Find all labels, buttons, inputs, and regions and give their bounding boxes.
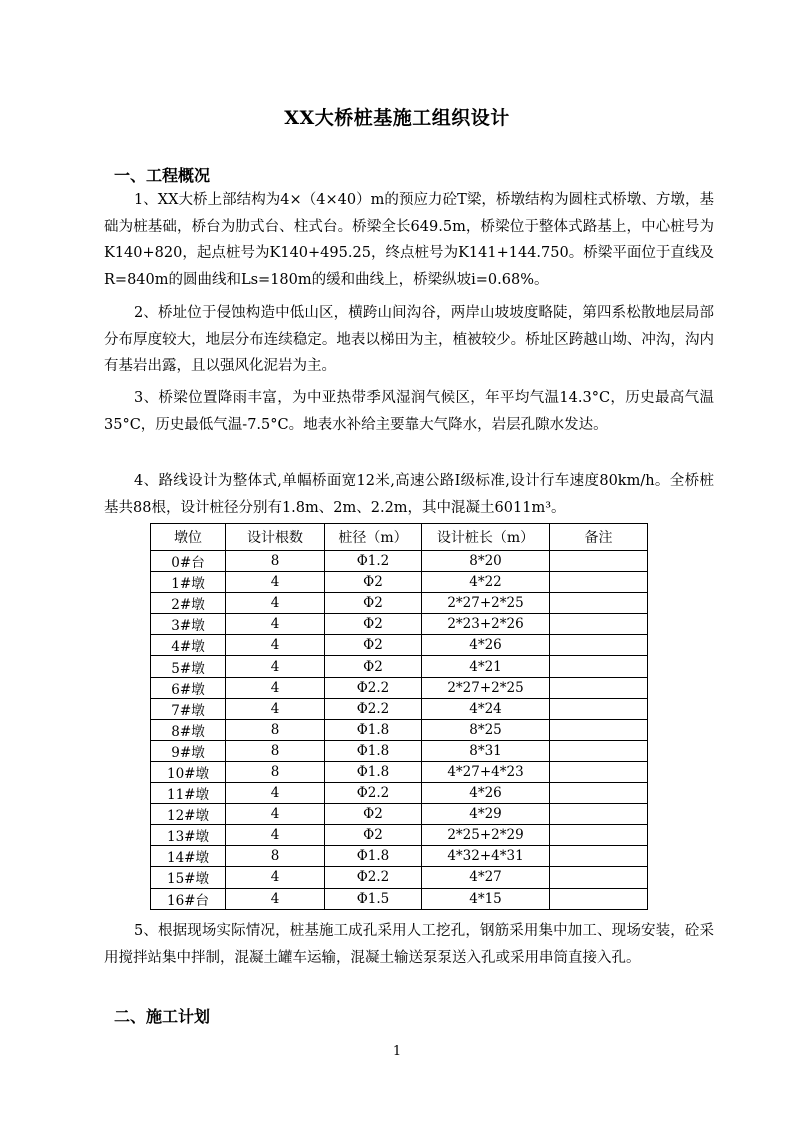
cell-remarks — [550, 551, 648, 572]
cell-pier: 8#墩 — [151, 719, 226, 740]
cell-pier: 5#墩 — [151, 656, 226, 677]
cell-diameter: Φ1.2 — [325, 551, 422, 572]
cell-diameter: Φ1.8 — [325, 740, 422, 761]
table-row — [151, 656, 648, 677]
cell-diameter: Φ2 — [325, 593, 422, 614]
cell-pier: 2#墩 — [151, 593, 226, 614]
cell-remarks — [550, 677, 648, 698]
cell-diameter: Φ1.8 — [325, 719, 422, 740]
paragraph-2 — [104, 300, 714, 380]
table-body — [151, 551, 648, 910]
cell-pier: 15#墩 — [151, 867, 226, 888]
table-row — [151, 593, 648, 614]
table-row — [151, 761, 648, 782]
cell-count: 4 — [226, 825, 325, 846]
cell-remarks — [550, 593, 648, 614]
cell-remarks — [550, 614, 648, 635]
cell-length: 4*26 — [422, 783, 550, 804]
cell-diameter: Φ2 — [325, 614, 422, 635]
cell-diameter: Φ1.8 — [325, 846, 422, 867]
header-remarks: 备注 — [550, 524, 648, 551]
cell-count: 8 — [226, 761, 325, 782]
cell-pier: 7#墩 — [151, 698, 226, 719]
cell-count: 4 — [226, 635, 325, 656]
cell-length: 8*25 — [422, 719, 550, 740]
cell-diameter: Φ2 — [325, 656, 422, 677]
table-row — [151, 698, 648, 719]
paragraph-3 — [104, 385, 714, 438]
cell-remarks — [550, 635, 648, 656]
cell-remarks — [550, 719, 648, 740]
cell-remarks — [550, 740, 648, 761]
cell-remarks — [550, 761, 648, 782]
cell-length: 8*31 — [422, 740, 550, 761]
cell-count: 4 — [226, 783, 325, 804]
cell-diameter: Φ2.2 — [325, 867, 422, 888]
table-row — [151, 572, 648, 593]
cell-diameter: Φ2.2 — [325, 783, 422, 804]
cell-count: 4 — [226, 677, 325, 698]
cell-length: 8*20 — [422, 551, 550, 572]
paragraph-2-text: 2、桥址位于侵蚀构造中低山区，横跨山间沟谷，两岸山坡坡度略陡，第四系松散地层局部分布厚度较大，地层分布连续稳定。地表以梯田为主，植被较少。桥址区跨越山坳、冲沟，沟内有基岩出露，且以强风化泥岩为主。 — [104, 305, 714, 374]
cell-pier: 9#墩 — [151, 740, 226, 761]
cell-length: 4*29 — [422, 804, 550, 825]
cell-count: 8 — [226, 719, 325, 740]
paragraph-5 — [104, 918, 714, 971]
table-row — [151, 888, 648, 909]
cell-pier: 12#墩 — [151, 804, 226, 825]
section-heading-overview: 一、工程概况 — [114, 166, 211, 185]
cell-count: 4 — [226, 867, 325, 888]
table-row — [151, 719, 648, 740]
table-row — [151, 614, 648, 635]
cell-remarks — [550, 867, 648, 888]
table-row — [151, 551, 648, 572]
cell-pier: 13#墩 — [151, 825, 226, 846]
cell-diameter: Φ2.2 — [325, 677, 422, 698]
cell-remarks — [550, 888, 648, 909]
page-number: 1 — [392, 1044, 402, 1059]
cell-pier: 6#墩 — [151, 677, 226, 698]
cell-length: 4*27 — [422, 867, 550, 888]
cell-remarks — [550, 698, 648, 719]
cell-length: 4*26 — [422, 635, 550, 656]
cell-diameter: Φ2 — [325, 572, 422, 593]
cell-count: 4 — [226, 572, 325, 593]
cell-length: 2*27+2*25 — [422, 677, 550, 698]
cell-length: 4*24 — [422, 698, 550, 719]
header-length: 设计桩长（m） — [422, 524, 550, 551]
cell-remarks — [550, 572, 648, 593]
section-heading-plan: 二、施工计划 — [114, 1007, 211, 1026]
cell-diameter: Φ1.8 — [325, 761, 422, 782]
cell-remarks — [550, 783, 648, 804]
paragraph-4 — [104, 468, 714, 521]
cell-pier: 0#台 — [151, 551, 226, 572]
cell-count: 4 — [226, 698, 325, 719]
table-row — [151, 867, 648, 888]
cell-length: 2*23+2*26 — [422, 614, 550, 635]
paragraph-4-text: 4、路线设计为整体式,单幅桥面宽12米,高速公路Ⅰ级标准,设计行车速度80km/h。全桥桩基共88根，设计桩径分别有1.8m、2m、2.2m，其中混凝土6011m³。 — [104, 473, 714, 516]
cell-pier: 16#台 — [151, 888, 226, 909]
cell-remarks — [550, 804, 648, 825]
cell-count: 8 — [226, 846, 325, 867]
cell-length: 2*25+2*29 — [422, 825, 550, 846]
header-count: 设计根数 — [226, 524, 325, 551]
header-diameter: 桩径（m） — [325, 524, 422, 551]
cell-diameter: Φ1.5 — [325, 888, 422, 909]
cell-pier: 4#墩 — [151, 635, 226, 656]
cell-pier: 11#墩 — [151, 783, 226, 804]
table-row — [151, 804, 648, 825]
cell-remarks — [550, 656, 648, 677]
cell-length: 4*32+4*31 — [422, 846, 550, 867]
cell-pier: 10#墩 — [151, 761, 226, 782]
cell-count: 4 — [226, 593, 325, 614]
cell-count: 4 — [226, 804, 325, 825]
cell-count: 4 — [226, 888, 325, 909]
cell-count: 8 — [226, 551, 325, 572]
table-row — [151, 783, 648, 804]
cell-diameter: Φ2 — [325, 635, 422, 656]
cell-count: 4 — [226, 656, 325, 677]
cell-length: 2*27+2*25 — [422, 593, 550, 614]
table-row — [151, 846, 648, 867]
cell-diameter: Φ2.2 — [325, 698, 422, 719]
table-row — [151, 677, 648, 698]
cell-pier: 1#墩 — [151, 572, 226, 593]
table-row — [151, 740, 648, 761]
paragraph-3-text: 3、桥梁位置降雨丰富，为中亚热带季风湿润气候区，年平均气温14.3°C，历史最高气温35°C，历史最低气温-7.5°C。地表水补给主要靠大气降水，岩层孔隙水发达。 — [104, 390, 714, 433]
cell-remarks — [550, 825, 648, 846]
cell-diameter: Φ2 — [325, 825, 422, 846]
cell-pier: 14#墩 — [151, 846, 226, 867]
cell-length: 4*27+4*23 — [422, 761, 550, 782]
table-row — [151, 635, 648, 656]
paragraph-5-text: 5、根据现场实际情况，桩基施工成孔采用人工挖孔，钢筋采用集中加工、现场安装，砼采用搅拌站集中拌制，混凝土罐车运输，混凝土输送泵泵送入孔或采用串筒直接入孔。 — [104, 923, 714, 966]
cell-length: 4*21 — [422, 656, 550, 677]
cell-remarks — [550, 846, 648, 867]
paragraph-1-text: 1、XX大桥上部结构为4×（4×40）m的预应力砼T梁，桥墩结构为圆柱式桥墩、方墩，基础为桩基础，桥台为肋式台、柱式台。桥梁全长649.5m，桥梁位于整体式路基上，中心桩号为K140+820，起点桩号为K140+495.25，终点桩号为K141+144.750。桥梁平面位于直线及R=840m的圆曲线和Ls=180m的缓和曲线上，桥梁纵坡i=0.68%。 — [104, 192, 714, 288]
paragraph-1 — [104, 187, 714, 293]
cell-pier: 3#墩 — [151, 614, 226, 635]
cell-diameter: Φ2 — [325, 804, 422, 825]
cell-count: 4 — [226, 614, 325, 635]
cell-length: 4*15 — [422, 888, 550, 909]
cell-length: 4*22 — [422, 572, 550, 593]
pile-table — [150, 523, 648, 910]
table-header-row — [151, 524, 648, 551]
table-row — [151, 825, 648, 846]
cell-count: 8 — [226, 740, 325, 761]
document-title: XX大桥桩基施工组织设计 — [284, 107, 510, 129]
header-pier: 墩位 — [151, 524, 226, 551]
